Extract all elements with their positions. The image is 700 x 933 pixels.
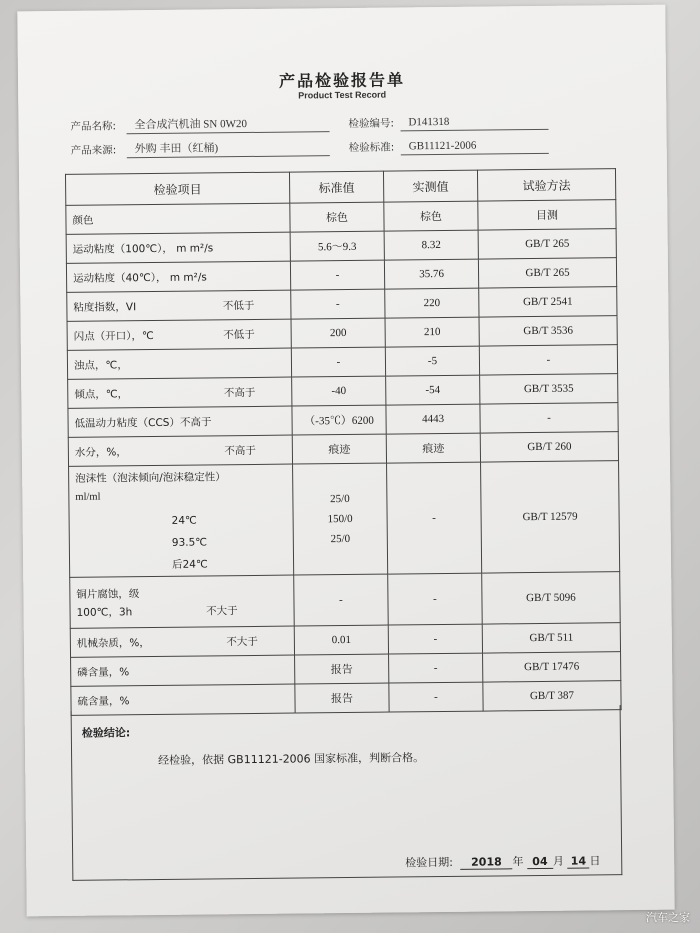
source-label: 产品来源:: [70, 144, 117, 157]
method-cell: GB/T 3536: [479, 316, 617, 346]
measured-cell: -: [389, 682, 483, 712]
measured-cell: 8.32: [384, 230, 478, 260]
item-label: 磷含量，%: [77, 665, 130, 679]
copper-item-line2: 100℃，3h: [76, 605, 133, 619]
date-day: 14: [567, 854, 589, 868]
method-cell: -: [480, 403, 618, 433]
standard-value: GB11121-2006: [401, 138, 549, 156]
foam-standard-2: 150/0: [327, 512, 353, 526]
item-label: 水分，%，: [74, 445, 127, 459]
item-cell: [68, 406, 292, 437]
foam-standard-3: 25/0: [330, 532, 351, 546]
copper-method-cell: GB/T 5096: [482, 572, 621, 624]
standard-cell: 报告: [295, 654, 389, 684]
item-limit: 不大于: [226, 635, 258, 648]
item-label: 运动粘度（100℃）， m m²/s: [72, 241, 214, 256]
item-cell: [70, 626, 294, 657]
item-label: 硫含量，%: [77, 694, 130, 708]
item-cell: [67, 319, 291, 350]
date-year-unit: 年: [512, 855, 524, 869]
method-cell: GB/T 3535: [480, 374, 618, 404]
foam-standard-1: 25/0: [330, 492, 350, 506]
item-limit: 不高于: [223, 386, 256, 399]
conclusion-title: 检验结论:: [81, 726, 131, 740]
standard-cell: 0.01: [294, 625, 388, 655]
header-standard: 标准值: [289, 171, 383, 203]
standard-cell: -: [290, 260, 384, 290]
product-name-label: 产品名称:: [70, 120, 117, 133]
date-day-unit: 日: [589, 854, 601, 868]
item-label: 低温动力粘度（CCS）不高于: [74, 415, 212, 430]
copper-item-cell: [70, 575, 295, 628]
report-paper: [17, 5, 674, 917]
method-cell: GB/T 2541: [479, 287, 617, 317]
method-cell: GB/T 17476: [483, 652, 621, 682]
source-field: [70, 142, 219, 157]
measured-cell: 220: [385, 288, 479, 318]
measured-cell: 4443: [386, 404, 480, 434]
item-label: 机械杂质，%，: [76, 636, 150, 650]
foam-item-label: 泡沫性（泡沫倾向/泡沫稳定性）: [75, 471, 226, 485]
method-cell: GB/T 260: [480, 432, 618, 462]
standard-cell: -40: [292, 376, 386, 406]
item-limit: 不低于: [223, 328, 255, 341]
copper-measured-cell: -: [388, 573, 483, 625]
standard-field: [348, 139, 477, 154]
item-cell: [67, 290, 291, 321]
watermark-logo: 汽车之家: [646, 911, 690, 924]
foam-temp-1: 24℃: [171, 514, 197, 527]
item-cell: [66, 203, 290, 234]
item-label: 闪点（开口），℃: [73, 329, 154, 343]
report-title: 产品检验报告单: [278, 70, 406, 91]
foam-unit: ml/ml: [75, 491, 101, 503]
measured-cell: -: [388, 624, 482, 654]
foam-temp-3: 后24℃: [172, 558, 208, 571]
measured-cell: 210: [385, 317, 479, 347]
standard-cell: 棕色: [290, 202, 384, 232]
measured-cell: -5: [385, 346, 479, 376]
date-month-unit: 月: [552, 854, 564, 868]
header-item: 检验项目: [65, 172, 289, 205]
foam-standard-cell: [293, 463, 388, 575]
item-label: 运动粘度（40℃）， m m²/s: [73, 270, 207, 285]
standard-cell: -: [291, 289, 385, 319]
test-no-field: [348, 115, 450, 130]
date-month: 04: [527, 855, 553, 869]
foam-item-cell: [69, 464, 294, 577]
item-cell: [66, 261, 290, 292]
item-limit: 不高于: [224, 444, 256, 457]
measured-cell: -54: [386, 375, 480, 405]
method-cell: GB/T 265: [478, 229, 616, 259]
method-cell: -: [479, 345, 617, 375]
item-cell: [67, 348, 291, 379]
method-cell: GB/T 511: [482, 623, 620, 653]
test-date: [405, 852, 600, 870]
standard-cell: -: [291, 347, 385, 377]
table-row-foam: [69, 461, 620, 578]
copper-item-line1: 铜片腐蚀，级: [76, 587, 140, 601]
method-cell: GB/T 387: [483, 681, 621, 711]
measured-cell: 痕迹: [386, 433, 480, 463]
measured-cell: -: [389, 653, 483, 683]
test-no-label: 检验编号:: [348, 117, 395, 130]
method-cell: 目测: [478, 200, 616, 230]
conclusion-text: 经检验，依据 GB11121-2006 国家标准，判断合格。: [158, 751, 425, 767]
standard-label: 检验标准:: [348, 141, 395, 154]
date-label: 检验日期:: [405, 855, 454, 870]
item-label: 浊点，℃，: [73, 358, 128, 372]
header-method: 试验方法: [477, 169, 615, 201]
measured-cell: 棕色: [384, 201, 478, 231]
foam-measured-cell: -: [387, 462, 482, 574]
standard-cell: （-35℃）6200: [292, 405, 386, 435]
product-name-value: 全合成汽机油 SN 0W20: [126, 116, 329, 134]
report-subtitle: Product Test Record: [298, 89, 387, 101]
standard-cell: 报告: [295, 683, 389, 713]
test-results-table: [65, 168, 622, 716]
item-cell: [68, 435, 292, 466]
item-label: 粘度指数，VI: [73, 300, 137, 314]
product-name-field: [70, 118, 247, 133]
header-measured: 实测值: [383, 170, 477, 202]
table-row-copper: [70, 572, 621, 629]
foam-temp-2: 93.5℃: [171, 536, 208, 549]
date-year: 2018: [460, 855, 512, 870]
test-no-value: D141318: [400, 114, 548, 132]
foam-method-cell: GB/T 12579: [481, 461, 620, 573]
standard-cell: 痕迹: [292, 434, 386, 464]
copper-limit: 不大于: [206, 604, 238, 617]
standard-cell: 5.6～9.3: [290, 231, 384, 261]
measured-cell: 35.76: [384, 259, 478, 289]
item-label: 倾点，℃，: [74, 387, 129, 401]
item-label: 颜色: [72, 214, 94, 227]
item-cell: [66, 232, 290, 263]
item-cell: [71, 655, 295, 686]
item-cell: [68, 377, 292, 408]
copper-standard-cell: -: [294, 574, 389, 626]
source-value: 外购 丰田（红桶): [127, 140, 330, 158]
standard-cell: 200: [291, 318, 385, 348]
conclusion-box: [71, 705, 623, 881]
method-cell: GB/T 265: [478, 258, 616, 288]
item-limit: 不低于: [222, 299, 255, 312]
